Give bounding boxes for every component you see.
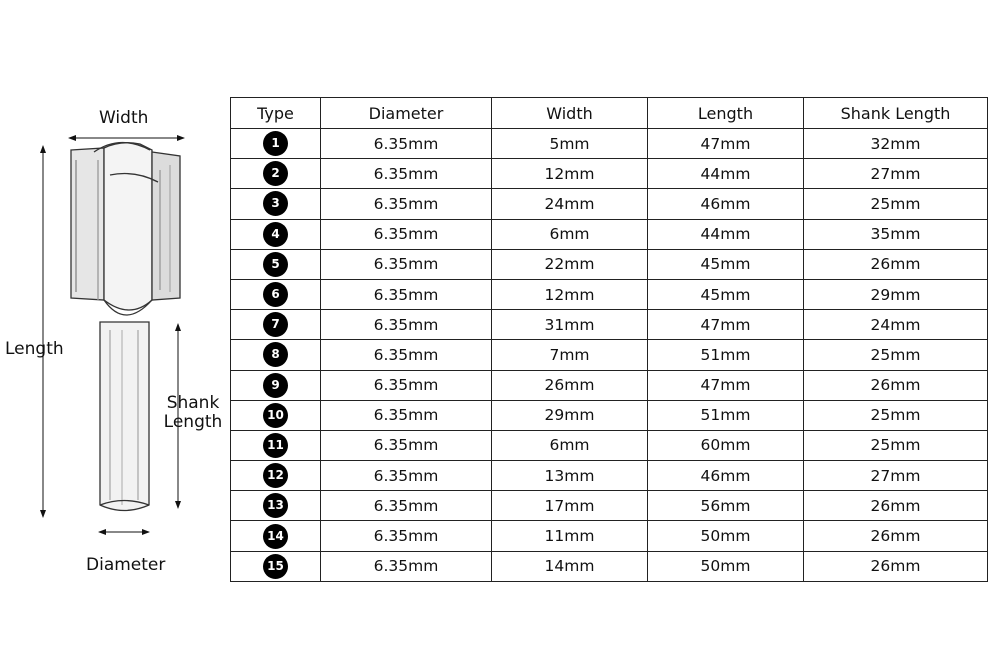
- width-cell: 6mm: [492, 219, 648, 249]
- table-row: [231, 340, 988, 370]
- diameter-label: Diameter: [86, 555, 166, 575]
- table-row: [231, 370, 988, 400]
- type-number-badge: 8: [263, 342, 288, 367]
- header-diameter: Diameter: [321, 98, 492, 129]
- shank: [100, 322, 149, 511]
- width-cell: 7mm: [492, 340, 648, 370]
- table-row: [231, 310, 988, 340]
- table-row: [231, 551, 988, 581]
- diameter-cell: 6.35mm: [321, 430, 492, 460]
- table-row: [231, 129, 988, 159]
- type-number-badge: 15: [263, 554, 288, 579]
- diameter-cell: 6.35mm: [321, 461, 492, 491]
- table-row: [231, 461, 988, 491]
- length-cell: 50mm: [648, 521, 804, 551]
- table-header: [231, 98, 988, 129]
- width-cell: 12mm: [492, 279, 648, 309]
- table-row: [231, 521, 988, 551]
- shank-length-cell: 32mm: [804, 129, 988, 159]
- shank-label-line1: Shank: [166, 393, 220, 413]
- length-cell: 47mm: [648, 129, 804, 159]
- length-cell: 44mm: [648, 159, 804, 189]
- shank-length-cell: 26mm: [804, 370, 988, 400]
- type-number-badge: 5: [263, 252, 288, 277]
- shank-length-cell: 25mm: [804, 340, 988, 370]
- table-row: [231, 219, 988, 249]
- shank-length-cell: 29mm: [804, 279, 988, 309]
- spec-table: [230, 97, 988, 582]
- diameter-cell: 6.35mm: [321, 551, 492, 581]
- header-length: Length: [648, 98, 804, 129]
- width-cell: 12mm: [492, 159, 648, 189]
- shank-length-cell: 26mm: [804, 551, 988, 581]
- length-cell: 51mm: [648, 400, 804, 430]
- type-cell: [231, 310, 321, 340]
- type-number-badge: 7: [263, 312, 288, 337]
- shank-length-label: [160, 394, 226, 432]
- width-cell: 17mm: [492, 491, 648, 521]
- type-number-badge: 3: [263, 191, 288, 216]
- shank-length-cell: 24mm: [804, 310, 988, 340]
- shank-length-cell: 27mm: [804, 461, 988, 491]
- type-number-badge: 13: [263, 493, 288, 518]
- diameter-cell: 6.35mm: [321, 340, 492, 370]
- router-bit-illustration: [0, 0, 230, 649]
- type-cell: [231, 129, 321, 159]
- diameter-cell: 6.35mm: [321, 370, 492, 400]
- length-cell: 60mm: [648, 430, 804, 460]
- shank-length-cell: 26mm: [804, 491, 988, 521]
- type-number-badge: 2: [263, 161, 288, 186]
- type-cell: [231, 461, 321, 491]
- type-number-badge: 1: [263, 131, 288, 156]
- shank-length-cell: 35mm: [804, 219, 988, 249]
- width-cell: 31mm: [492, 310, 648, 340]
- length-cell: 45mm: [648, 249, 804, 279]
- length-cell: 44mm: [648, 219, 804, 249]
- header-shank-length: Shank Length: [804, 98, 988, 129]
- length-cell: 50mm: [648, 551, 804, 581]
- diameter-cell: 6.35mm: [321, 249, 492, 279]
- header-type: Type: [231, 98, 321, 129]
- width-cell: 24mm: [492, 189, 648, 219]
- type-cell: [231, 400, 321, 430]
- shank-length-cell: 26mm: [804, 249, 988, 279]
- type-cell: [231, 491, 321, 521]
- header-width: Width: [492, 98, 648, 129]
- table-row: [231, 491, 988, 521]
- width-cell: 26mm: [492, 370, 648, 400]
- type-cell: [231, 219, 321, 249]
- type-cell: [231, 370, 321, 400]
- diameter-cell: 6.35mm: [321, 129, 492, 159]
- type-cell: [231, 189, 321, 219]
- width-label: Width: [99, 108, 149, 128]
- type-number-badge: 6: [263, 282, 288, 307]
- diameter-cell: 6.35mm: [321, 219, 492, 249]
- diameter-cell: 6.35mm: [321, 400, 492, 430]
- length-cell: 51mm: [648, 340, 804, 370]
- width-cell: 5mm: [492, 129, 648, 159]
- width-cell: 22mm: [492, 249, 648, 279]
- width-cell: 11mm: [492, 521, 648, 551]
- type-number-badge: 10: [263, 403, 288, 428]
- table-row: [231, 430, 988, 460]
- shank-length-cell: 26mm: [804, 521, 988, 551]
- shank-length-cell: 25mm: [804, 189, 988, 219]
- diameter-cell: 6.35mm: [321, 491, 492, 521]
- table-row: [231, 279, 988, 309]
- type-number-badge: 12: [263, 463, 288, 488]
- type-number-badge: 4: [263, 222, 288, 247]
- type-cell: [231, 340, 321, 370]
- length-label: Length: [5, 339, 64, 359]
- diameter-cell: 6.35mm: [321, 189, 492, 219]
- cutter-head: [71, 142, 180, 315]
- diameter-cell: 6.35mm: [321, 279, 492, 309]
- length-cell: 46mm: [648, 461, 804, 491]
- table-body: [231, 129, 988, 582]
- type-cell: [231, 249, 321, 279]
- type-number-badge: 11: [263, 433, 288, 458]
- length-cell: 46mm: [648, 189, 804, 219]
- table-row: [231, 159, 988, 189]
- type-cell: [231, 279, 321, 309]
- length-cell: 45mm: [648, 279, 804, 309]
- diameter-cell: 6.35mm: [321, 521, 492, 551]
- type-number-badge: 9: [263, 373, 288, 398]
- table-row: [231, 189, 988, 219]
- length-cell: 47mm: [648, 370, 804, 400]
- length-cell: 56mm: [648, 491, 804, 521]
- width-cell: 29mm: [492, 400, 648, 430]
- type-cell: [231, 551, 321, 581]
- width-cell: 13mm: [492, 461, 648, 491]
- diameter-cell: 6.35mm: [321, 310, 492, 340]
- shank-length-cell: 25mm: [804, 400, 988, 430]
- shank-label-line2: Length: [163, 412, 223, 432]
- width-cell: 14mm: [492, 551, 648, 581]
- type-number-badge: 14: [263, 524, 288, 549]
- length-cell: 47mm: [648, 310, 804, 340]
- type-cell: [231, 521, 321, 551]
- diameter-cell: 6.35mm: [321, 159, 492, 189]
- table-row: [231, 400, 988, 430]
- width-cell: 6mm: [492, 430, 648, 460]
- type-cell: [231, 430, 321, 460]
- shank-length-cell: 25mm: [804, 430, 988, 460]
- router-bit-diagram: [0, 0, 230, 649]
- type-cell: [231, 159, 321, 189]
- shank-length-cell: 27mm: [804, 159, 988, 189]
- table-row: [231, 249, 988, 279]
